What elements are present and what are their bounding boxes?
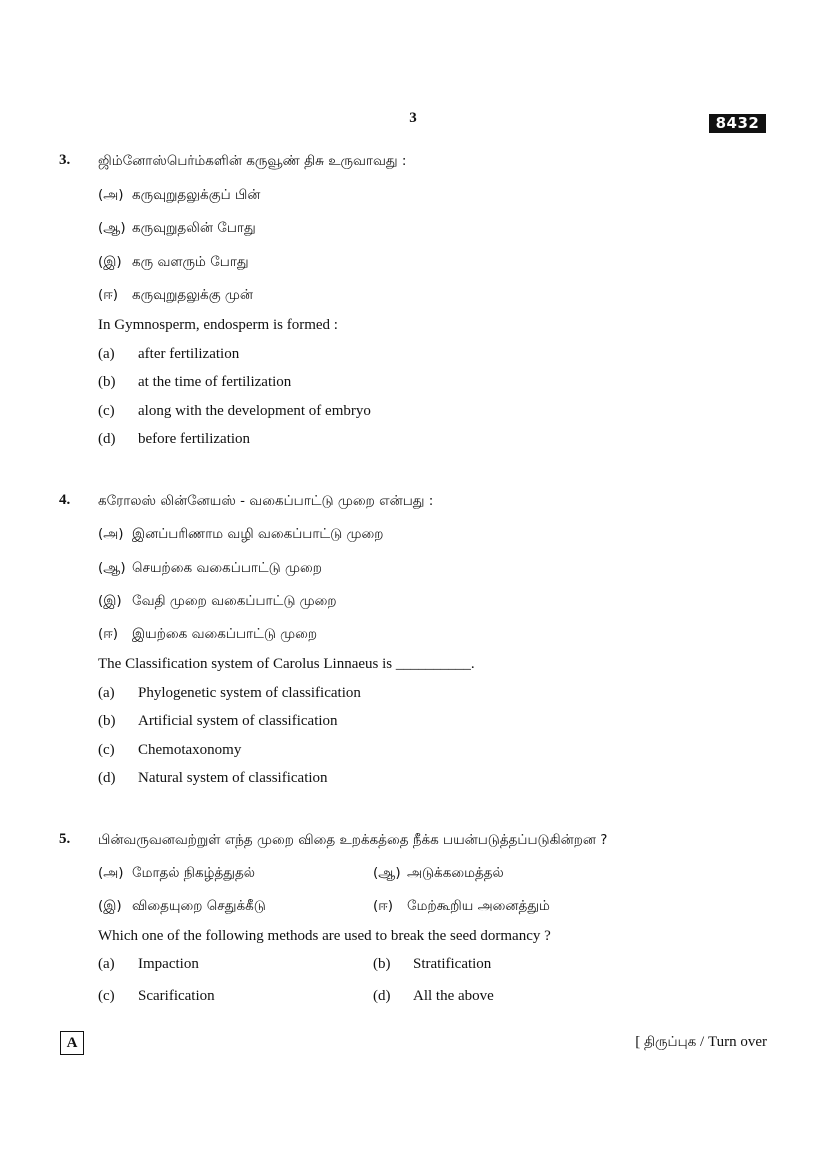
option-tamil bbox=[373, 898, 550, 916]
option-text: after fertilization bbox=[138, 346, 240, 362]
option-english bbox=[98, 374, 291, 391]
option-text: மேற்கூறிய அனைத்தும் bbox=[407, 898, 550, 914]
option-english bbox=[373, 956, 491, 973]
question-text-english: The Classification system of Carolus Linnaeus is __________. bbox=[98, 656, 475, 672]
option-label: (a) bbox=[98, 685, 115, 701]
option-label: (c) bbox=[98, 742, 115, 758]
option-label: (அ) bbox=[98, 865, 124, 881]
option-text: before fertilization bbox=[138, 431, 251, 447]
option-tamil bbox=[98, 865, 255, 883]
option-text: கருவுறுதலுக்குப் பின் bbox=[132, 187, 261, 203]
option-text: Phylogenetic system of classification bbox=[138, 685, 361, 701]
option-tamil bbox=[373, 865, 504, 883]
option-text: கருவுறுதலின் போது bbox=[132, 220, 256, 236]
option-label: (a) bbox=[98, 956, 115, 972]
option-label: (d) bbox=[373, 988, 391, 1004]
option-text: மோதல் நிகழ்த்துதல் bbox=[132, 865, 255, 881]
option-label: (அ) bbox=[98, 187, 124, 203]
option-text: Natural system of classification bbox=[138, 770, 328, 786]
option-tamil bbox=[98, 593, 337, 611]
paper-code-badge: 8432 bbox=[709, 114, 766, 133]
option-text: at the time of fertilization bbox=[138, 374, 292, 390]
option-english bbox=[98, 346, 239, 363]
option-text: along with the development of embryo bbox=[138, 403, 371, 419]
option-label: (b) bbox=[373, 956, 391, 972]
option-text: இனப்பரிணாம வழி வகைப்பாட்டு முறை bbox=[132, 526, 384, 542]
option-text: Scarification bbox=[138, 988, 215, 1004]
option-tamil bbox=[98, 560, 322, 578]
option-tamil bbox=[98, 898, 266, 916]
option-label: (ஆ) bbox=[98, 220, 126, 236]
option-english bbox=[98, 742, 241, 759]
option-text: அடுக்கமைத்தல் bbox=[407, 865, 504, 881]
question-text-english: In Gymnosperm, endosperm is formed : bbox=[98, 317, 338, 333]
option-label: (ஈ) bbox=[98, 287, 119, 303]
question-number: 5. bbox=[59, 831, 71, 847]
question-number: 3. bbox=[59, 152, 71, 168]
option-text: Stratification bbox=[413, 956, 492, 972]
option-label: (இ) bbox=[98, 254, 122, 270]
option-text: கரு வளரும் போது bbox=[132, 254, 249, 270]
option-text: கருவுறுதலுக்கு முன் bbox=[132, 287, 253, 303]
option-label: (ஆ) bbox=[373, 865, 401, 881]
option-text: All the above bbox=[413, 988, 494, 1004]
page-number: 3 bbox=[409, 110, 417, 126]
turn-over-separator: / bbox=[700, 1034, 705, 1050]
option-text: விதையுறை செதுக்கீடு bbox=[132, 898, 266, 914]
turn-over-tamil: திருப்புக bbox=[643, 1034, 697, 1050]
option-label: (d) bbox=[98, 431, 116, 447]
option-english bbox=[98, 403, 371, 420]
option-label: (இ) bbox=[98, 593, 122, 609]
option-tamil bbox=[98, 626, 317, 644]
option-english bbox=[98, 956, 199, 973]
option-label: (அ) bbox=[98, 526, 124, 542]
option-tamil bbox=[98, 220, 256, 238]
option-label: (b) bbox=[98, 374, 116, 390]
option-label: (b) bbox=[98, 713, 116, 729]
option-tamil bbox=[98, 187, 260, 205]
option-english bbox=[98, 713, 338, 730]
turn-over-note bbox=[560, 1034, 767, 1052]
option-label: (ஆ) bbox=[98, 560, 126, 576]
turn-over-bracket: [ bbox=[635, 1034, 641, 1050]
option-label: (ஈ) bbox=[373, 898, 394, 914]
option-tamil bbox=[98, 254, 249, 272]
option-tamil bbox=[98, 287, 253, 305]
option-label: (c) bbox=[98, 403, 115, 419]
option-label: (இ) bbox=[98, 898, 122, 914]
question-text-tamil: பின்வருவனவற்றுள் எந்த முறை விதை உறக்கத்தை நீக்க பயன்படுத்தப்படுகின்றன ? bbox=[98, 832, 608, 848]
question-number: 4. bbox=[59, 492, 71, 508]
question-text-english: Which one of the following methods are used to break the seed dormancy ? bbox=[98, 928, 551, 944]
option-english bbox=[98, 988, 215, 1005]
option-label: (d) bbox=[98, 770, 116, 786]
option-english bbox=[98, 431, 250, 448]
question-text-tamil: கரோலஸ் லின்னேயஸ் - வகைப்பாட்டு முறை என்பது : bbox=[98, 493, 434, 509]
option-tamil bbox=[98, 526, 383, 544]
option-english bbox=[98, 770, 328, 787]
option-label: (ஈ) bbox=[98, 626, 119, 642]
option-text: Impaction bbox=[138, 956, 199, 972]
option-english bbox=[373, 988, 494, 1005]
option-text: Chemotaxonomy bbox=[138, 742, 242, 758]
question-text-tamil: ஜிம்னோஸ்பெர்ம்களின் கருவூண் திசு உருவாவது : bbox=[98, 153, 407, 169]
option-english bbox=[98, 685, 361, 702]
turn-over-english: Turn over bbox=[707, 1034, 767, 1050]
option-label: (a) bbox=[98, 346, 115, 362]
option-text: செயற்கை வகைப்பாட்டு முறை bbox=[132, 560, 322, 576]
option-text: Artificial system of classification bbox=[138, 713, 338, 729]
option-text: இயற்கை வகைப்பாட்டு முறை bbox=[132, 626, 318, 642]
question-set-label: A bbox=[60, 1031, 84, 1055]
option-text: வேதி முறை வகைப்பாட்டு முறை bbox=[132, 593, 337, 609]
option-label: (c) bbox=[98, 988, 115, 1004]
